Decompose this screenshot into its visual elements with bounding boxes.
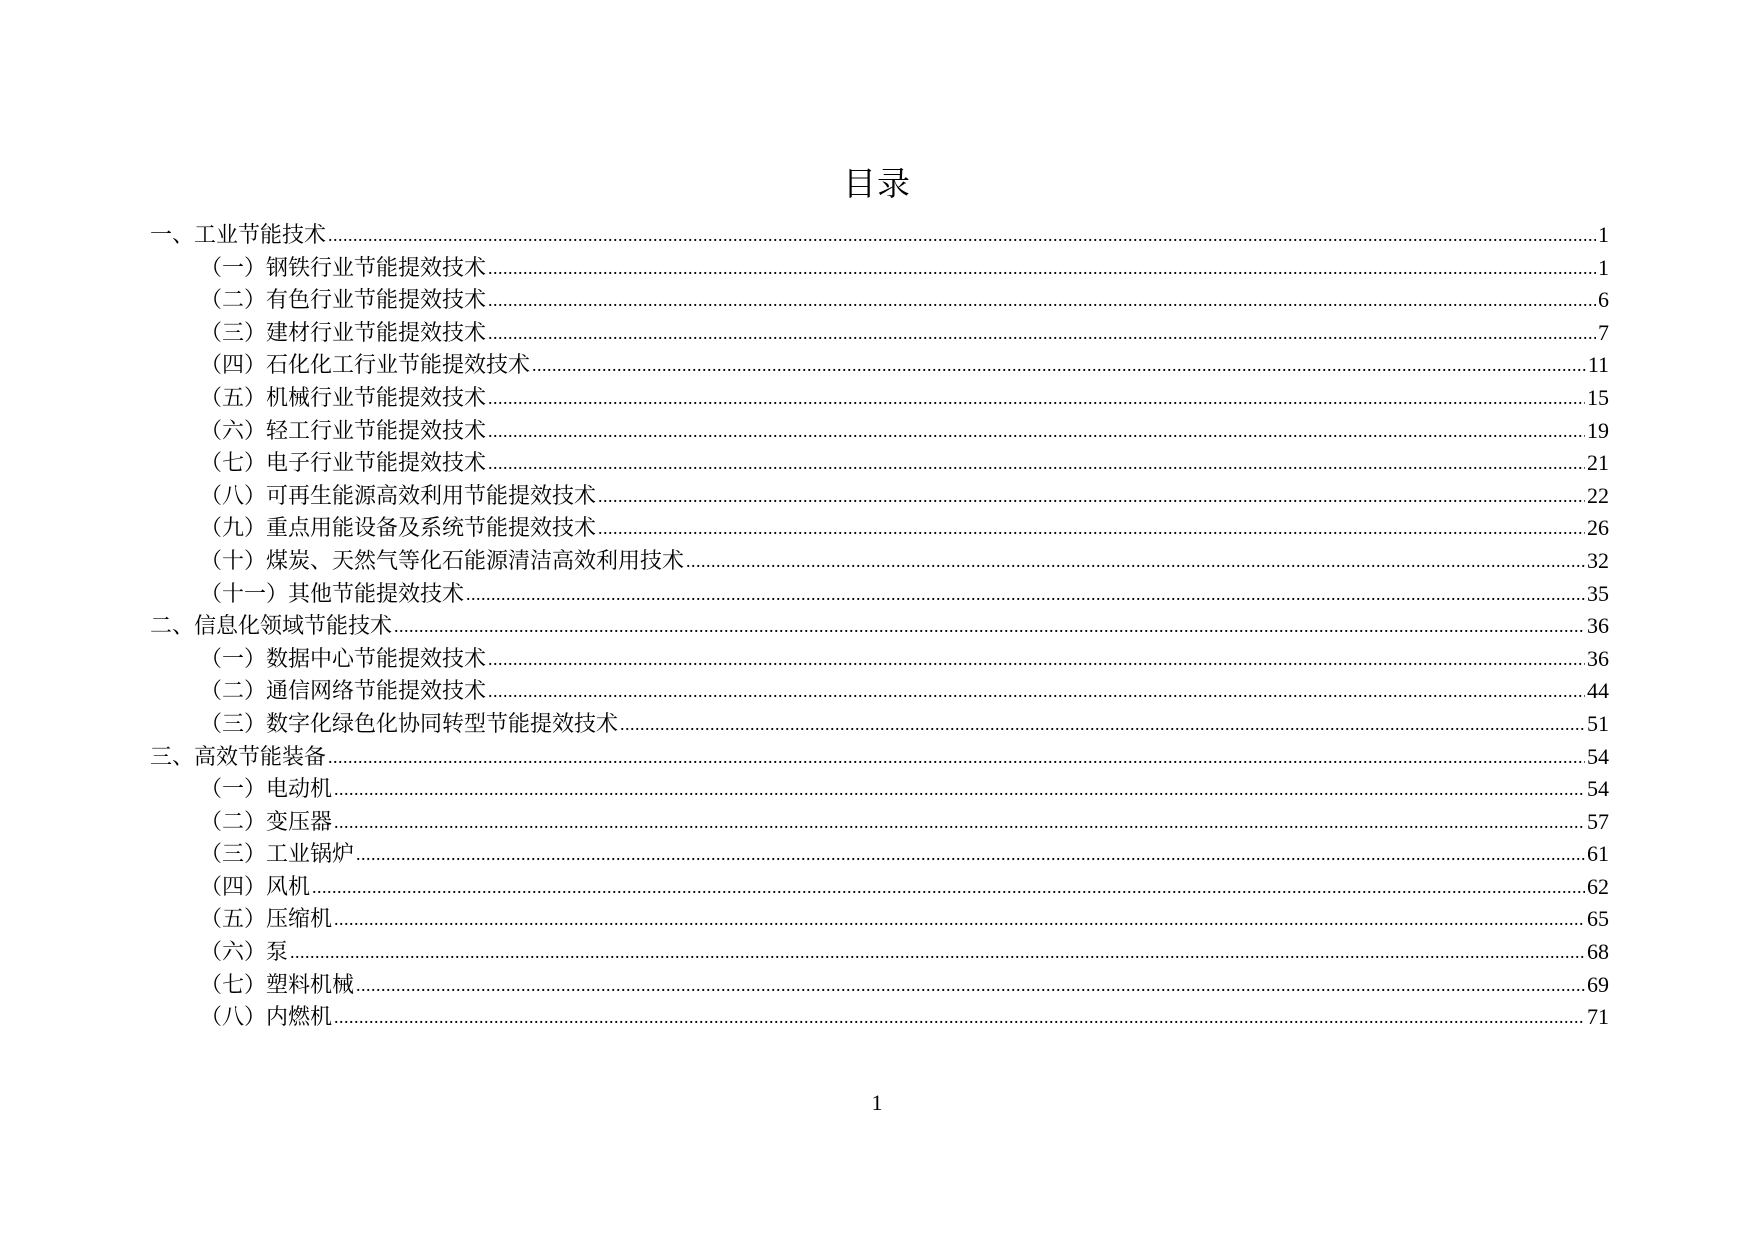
toc-entry-page: 54: [1587, 743, 1609, 769]
toc-entry[interactable]: [0, 219, 1754, 252]
toc-entry-label: 三、高效节能装备: [150, 744, 327, 770]
toc-entry-page: 71: [1587, 1004, 1609, 1030]
toc-entry[interactable]: [0, 838, 1754, 871]
toc-entry-label: 二、信息化领域节能技术: [150, 614, 393, 640]
toc-entry[interactable]: [0, 773, 1754, 806]
toc-entry-label: （七）电子行业节能提效技术: [200, 451, 487, 477]
toc-entry[interactable]: [0, 806, 1754, 839]
toc-entry-page: 61: [1587, 841, 1609, 867]
toc-title: 目录: [843, 164, 911, 203]
dot-leader: [488, 284, 1596, 317]
dot-leader: [334, 806, 1585, 839]
toc-entry-page: 36: [1587, 645, 1609, 671]
toc-entry[interactable]: [0, 643, 1754, 676]
dot-leader: [598, 512, 1585, 545]
dot-leader: [620, 708, 1585, 741]
dot-leader: [488, 675, 1585, 708]
toc-entry-page: 21: [1587, 450, 1609, 476]
toc-entry-page: 62: [1587, 873, 1609, 899]
toc-entry[interactable]: [0, 1001, 1754, 1034]
toc-entry-label: （六）泵: [200, 940, 289, 966]
toc-entry-page: 15: [1587, 384, 1609, 410]
toc-entry[interactable]: [0, 903, 1754, 936]
toc-entry-page: 65: [1587, 906, 1609, 932]
toc-entry-label: （五）机械行业节能提效技术: [200, 385, 487, 411]
toc-entry-page: 26: [1587, 515, 1609, 541]
toc-entry-label: （一）数据中心节能提效技术: [200, 646, 487, 672]
dot-leader: [328, 219, 1596, 252]
toc-entry-page: 22: [1587, 482, 1609, 508]
toc-entry-page: 35: [1587, 580, 1609, 606]
toc-entry[interactable]: [0, 936, 1754, 969]
toc-entry-page: 54: [1587, 776, 1609, 802]
dot-leader: [488, 317, 1596, 350]
dot-leader: [312, 871, 1585, 904]
dot-leader: [488, 415, 1585, 448]
dot-leader: [488, 252, 1596, 285]
toc-entry[interactable]: [0, 578, 1754, 611]
toc-entry-page: 69: [1587, 971, 1609, 997]
toc-entry[interactable]: [0, 284, 1754, 317]
toc-entry-label: （八）可再生能源高效利用节能提效技术: [200, 483, 597, 509]
toc-entry[interactable]: [0, 349, 1754, 382]
toc-entry[interactable]: [0, 969, 1754, 1002]
toc-entry[interactable]: [0, 480, 1754, 513]
toc-entry-label: （四）石化化工行业节能提效技术: [200, 353, 531, 379]
dot-leader: [356, 969, 1585, 1002]
toc-entry-page: 19: [1587, 417, 1609, 443]
toc-entry-label: 一、工业节能技术: [150, 223, 327, 248]
table-of-contents: [0, 219, 1754, 1034]
toc-entry-page: 6: [1598, 287, 1609, 313]
toc-entry[interactable]: [0, 871, 1754, 904]
toc-entry-label: （十一）其他节能提效技术: [200, 581, 465, 607]
toc-entry-label: （二）有色行业节能提效技术: [200, 288, 487, 314]
toc-entry-page: 1: [1598, 222, 1609, 247]
dot-leader: [334, 1001, 1585, 1034]
page-number: 1: [871, 1090, 883, 1115]
toc-entry-label: （一）电动机: [200, 777, 333, 803]
dot-leader: [334, 903, 1585, 936]
toc-entry-label: （四）风机: [200, 874, 311, 900]
toc-entry-label: （二）变压器: [200, 809, 333, 835]
toc-entry[interactable]: [0, 252, 1754, 285]
dot-leader: [598, 480, 1585, 513]
toc-entry-label: （八）内燃机: [200, 1005, 333, 1031]
toc-entry-page: 11: [1587, 352, 1609, 378]
dot-leader: [466, 578, 1585, 611]
dot-leader: [488, 382, 1585, 415]
toc-entry[interactable]: [0, 675, 1754, 708]
toc-entry-page: 32: [1587, 547, 1609, 573]
toc-entry-label: （九）重点用能设备及系统节能提效技术: [200, 516, 597, 542]
toc-entry-label: （七）塑料机械: [200, 972, 355, 998]
toc-entry-page: 51: [1587, 710, 1609, 736]
toc-entry-label: （一）钢铁行业节能提效技术: [200, 255, 487, 281]
toc-entry[interactable]: [0, 382, 1754, 415]
toc-entry-page: 57: [1587, 808, 1609, 834]
toc-entry-page: 68: [1587, 939, 1609, 965]
dot-leader: [532, 349, 1586, 382]
toc-entry-label: （五）压缩机: [200, 907, 333, 933]
toc-entry-page: 7: [1598, 319, 1609, 345]
toc-entry-page: 1: [1598, 254, 1609, 280]
toc-entry-page: 36: [1587, 613, 1609, 639]
toc-entry-label: （三）建材行业节能提效技术: [200, 320, 487, 346]
dot-leader: [356, 838, 1585, 871]
toc-entry-label: （六）轻工行业节能提效技术: [200, 418, 487, 444]
toc-entry[interactable]: [0, 610, 1754, 643]
dot-leader: [394, 610, 1585, 643]
toc-entry-page: 44: [1587, 678, 1609, 704]
dot-leader: [488, 447, 1585, 480]
toc-entry[interactable]: [0, 741, 1754, 774]
toc-entry-label: （三）数字化绿色化协同转型节能提效技术: [200, 711, 619, 737]
dot-leader: [488, 643, 1585, 676]
toc-entry-label: （三）工业锅炉: [200, 842, 355, 868]
toc-entry-label: （二）通信网络节能提效技术: [200, 679, 487, 705]
dot-leader: [328, 741, 1585, 774]
toc-entry[interactable]: [0, 317, 1754, 350]
toc-entry[interactable]: [0, 415, 1754, 448]
dot-leader: [334, 773, 1585, 806]
toc-entry[interactable]: [0, 708, 1754, 741]
dot-leader: [290, 936, 1585, 969]
dot-leader: [686, 545, 1585, 578]
toc-entry[interactable]: [0, 512, 1754, 545]
toc-entry-label: （十）煤炭、天然气等化石能源清洁高效利用技术: [200, 548, 685, 574]
toc-entry[interactable]: [0, 447, 1754, 480]
toc-entry[interactable]: [0, 545, 1754, 578]
